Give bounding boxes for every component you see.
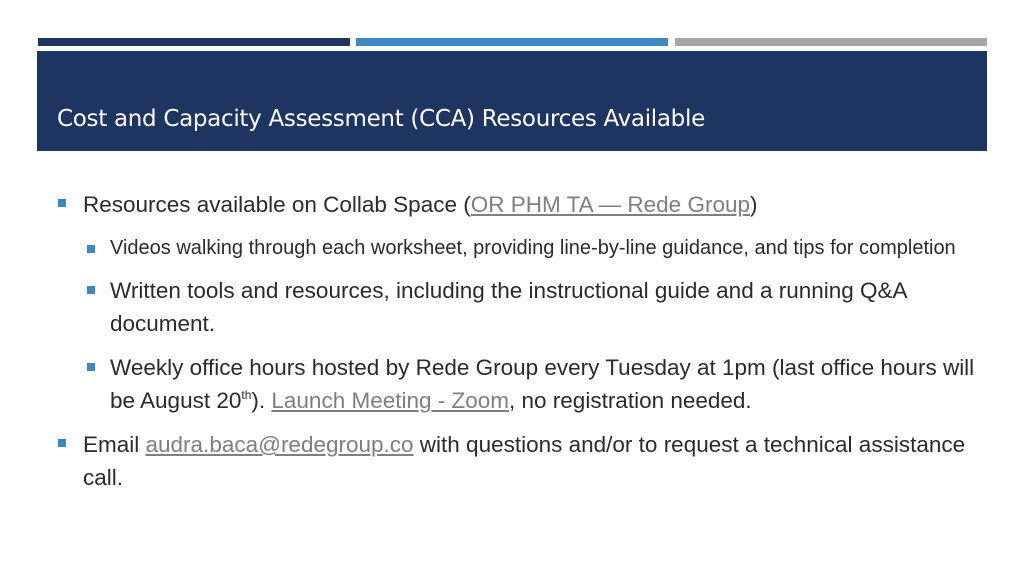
bullet-email [58,428,978,494]
bullet-resources [58,188,978,221]
bullet-text: with questions and/or to request a technical assistance call. [83,432,966,490]
bullet-text: Weekly office hours hosted by Rede Group every Tuesday at 1pm (last office hours will be August 20 [110,355,975,413]
slide-content [58,188,978,494]
zoom-meeting-link[interactable]: Launch Meeting - Zoom [271,388,510,413]
title-band [37,51,987,151]
square-bullet-icon [58,199,66,207]
square-bullet-icon [87,245,95,253]
subbullet-office-hours [58,351,978,417]
email-link[interactable]: audra.baca@redegroup.co [145,432,414,457]
bullet-text: Resources available on Collab Space ( [83,192,471,217]
subbullet-videos [58,233,978,264]
bullet-text: Email [83,432,146,457]
accent-bar-blue [356,38,668,46]
subbullet-written-tools [58,274,978,340]
superscript-th: th [241,388,252,402]
square-bullet-icon [87,363,95,371]
square-bullet-icon [58,439,66,447]
collab-space-link[interactable]: OR PHM TA — Rede Group [470,192,750,217]
bullet-text: Written tools and resources, including the instructional guide and a running Q&A document. [110,278,907,336]
accent-bar-gray [675,38,987,46]
bullet-text: ). [251,388,272,413]
square-bullet-icon [87,286,95,294]
accent-bar-navy [38,38,350,46]
bullet-text: ) [749,192,758,217]
bullet-text: , no registration needed. [509,388,752,413]
bullet-text: Videos walking through each worksheet, providing line-by-line guidance, and tips for completion [110,237,956,259]
slide-title: Cost and Capacity Assessment (CCA) Resources Available [57,106,705,132]
